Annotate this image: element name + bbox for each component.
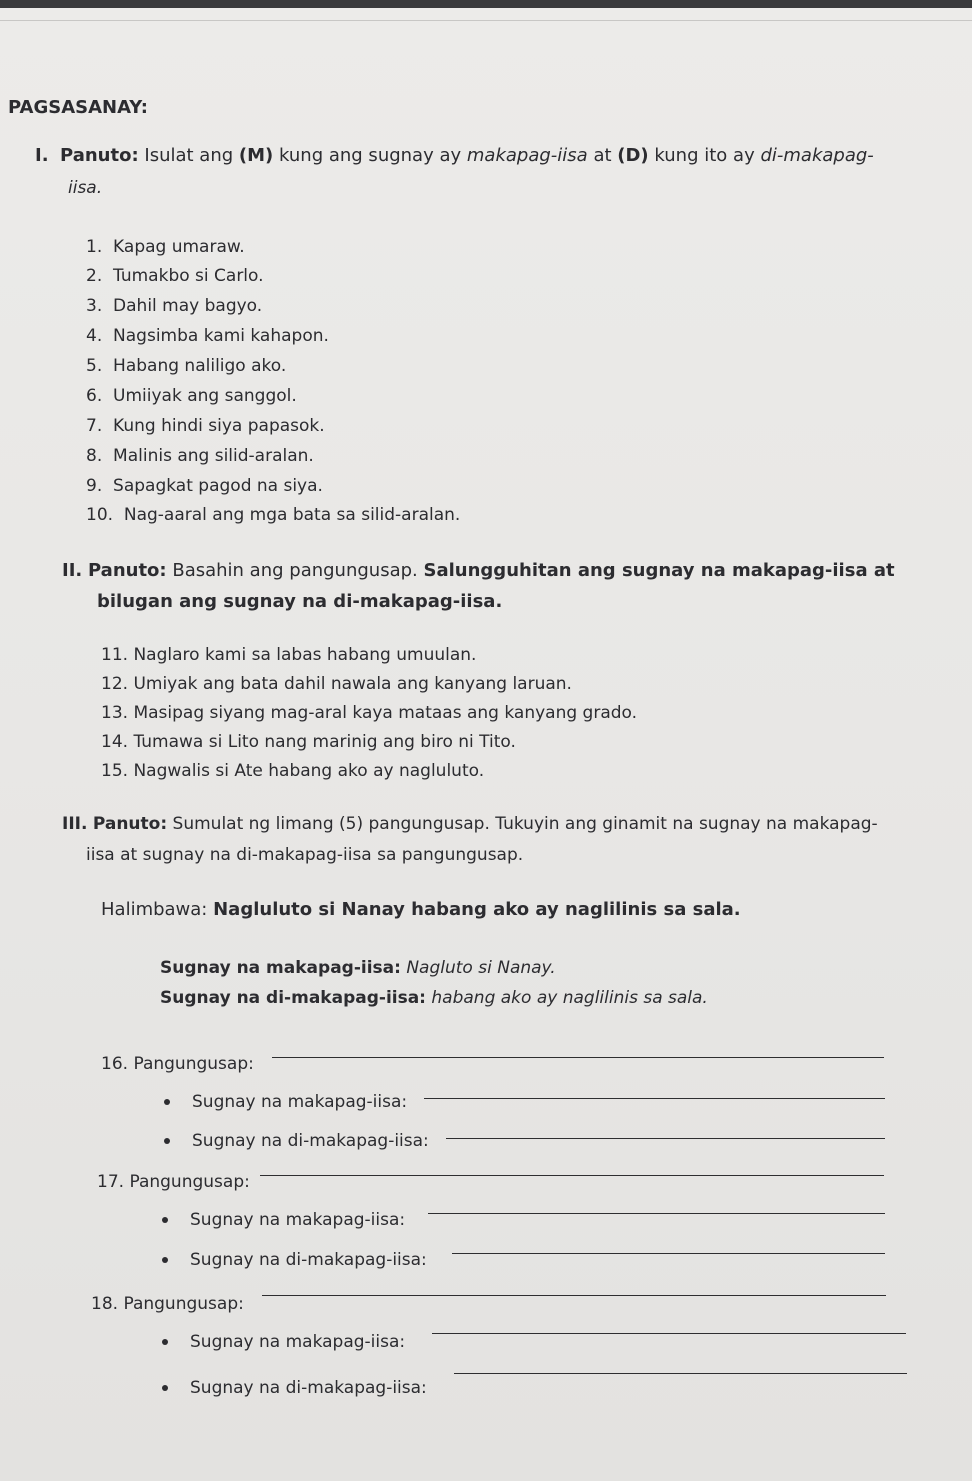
example-indep-line bbox=[160, 957, 556, 979]
indep-answer-label: Sugnay na makapag-iisa: bbox=[190, 1332, 406, 1352]
indep-answer-line[interactable] bbox=[432, 1333, 906, 1334]
list-item: 6. Umiiyak ang sanggol. bbox=[86, 386, 297, 406]
list-item: 9. Sapagkat pagod na siya. bbox=[86, 476, 323, 496]
bullet-icon bbox=[164, 1099, 170, 1105]
part2-bold-b: bilugan ang sugnay na di-makapag-iisa. bbox=[97, 591, 503, 612]
indep-answer-label: Sugnay na makapag-iisa: bbox=[190, 1210, 406, 1230]
dep-answer-label: Sugnay na di-makapag-iisa: bbox=[190, 1378, 427, 1398]
page-top-line bbox=[0, 20, 972, 21]
list-item: 14. Tumawa si Lito nang marinig ang biro ni Tito. bbox=[101, 732, 516, 752]
dep-answer-line[interactable] bbox=[452, 1253, 885, 1254]
part2-instructions bbox=[62, 560, 895, 582]
dep-answer-line[interactable] bbox=[454, 1373, 907, 1374]
part1-text-d: kung ito ay bbox=[654, 145, 755, 166]
example-indep-value: Nagluto si Nanay. bbox=[406, 958, 556, 978]
list-item: 10. Nag-aaral ang mga bata sa silid-aralan. bbox=[86, 505, 461, 525]
list-item: 8. Malinis ang silid-aralan. bbox=[86, 446, 314, 466]
part1-term2: di-makapag- bbox=[760, 145, 874, 166]
part1-text-a: Isulat ang bbox=[144, 145, 234, 166]
part2-label: Panuto: bbox=[87, 560, 167, 581]
list-item: 15. Nagwalis si Ate habang ako ay nagluluto. bbox=[101, 761, 485, 781]
example-dep-value: habang ako ay naglilinis sa sala. bbox=[431, 988, 708, 1008]
pangungusap-label: 16. Pangungusap: bbox=[101, 1054, 254, 1074]
part3-text-b: iisa at sugnay na di-makapag-iisa sa pangungusap. bbox=[86, 845, 524, 865]
bullet-icon bbox=[164, 1138, 170, 1144]
part1-text-b: kung ang sugnay ay bbox=[279, 145, 462, 166]
list-item: 13. Masipag siyang mag-aral kaya mataas ang kanyang grado. bbox=[101, 703, 638, 723]
part3-label: Panuto: bbox=[92, 814, 168, 834]
list-item: 3. Dahil may bagyo. bbox=[86, 296, 263, 316]
list-item: 2. Tumakbo si Carlo. bbox=[86, 266, 264, 286]
indep-answer-line[interactable] bbox=[428, 1213, 885, 1214]
part1-text-c: at bbox=[593, 145, 612, 166]
example-dep-line bbox=[160, 987, 708, 1009]
list-item: 4. Nagsimba kami kahapon. bbox=[86, 326, 329, 346]
bullet-icon bbox=[162, 1339, 168, 1345]
example-indep-label: Sugnay na makapag-iisa: bbox=[160, 958, 401, 978]
example-dep-label: Sugnay na di-makapag-iisa: bbox=[160, 988, 426, 1008]
dep-answer-label: Sugnay na di-makapag-iisa: bbox=[190, 1250, 427, 1270]
list-item: 12. Umiyak ang bata dahil nawala ang kanyang laruan. bbox=[101, 674, 572, 694]
example-label: Halimbawa: bbox=[101, 899, 208, 920]
part1-term2-cont: iisa. bbox=[68, 178, 103, 198]
bullet-icon bbox=[162, 1385, 168, 1391]
part1-m: (M) bbox=[238, 145, 274, 166]
list-item: 1. Kapag umaraw. bbox=[86, 237, 245, 257]
part1-instructions bbox=[35, 145, 874, 167]
part1-label: Panuto: bbox=[60, 145, 139, 166]
pangungusap-answer-line[interactable] bbox=[260, 1175, 884, 1176]
part1-d: (D) bbox=[617, 145, 649, 166]
dep-answer-label: Sugnay na di-makapag-iisa: bbox=[192, 1131, 429, 1151]
list-item: 7. Kung hindi siya papasok. bbox=[86, 416, 325, 436]
dep-answer-line[interactable] bbox=[446, 1138, 885, 1139]
pangungusap-label: 17. Pangungusap: bbox=[97, 1172, 250, 1192]
part3-text-a: Sumulat ng limang (5) pangungusap. Tukuyin ang ginamit na sugnay na makapag- bbox=[172, 814, 878, 834]
pangungusap-answer-line[interactable] bbox=[262, 1295, 886, 1296]
part2-bold-a: Salungguhitan ang sugnay na makapag-iisa at bbox=[423, 560, 895, 581]
bullet-icon bbox=[162, 1257, 168, 1263]
worksheet-heading: PAGSASANAY: bbox=[8, 97, 148, 118]
example-line bbox=[101, 899, 741, 921]
part3-instructions bbox=[62, 813, 878, 835]
part2-text-a: Basahin ang pangungusap. bbox=[172, 560, 418, 581]
list-item: 11. Naglaro kami sa labas habang umuulan. bbox=[101, 645, 477, 665]
pangungusap-answer-line[interactable] bbox=[272, 1057, 884, 1058]
list-item: 5. Habang naliligo ako. bbox=[86, 356, 287, 376]
example-sentence: Nagluluto si Nanay habang ako ay naglilinis sa sala. bbox=[213, 899, 741, 920]
part2-numeral: II. bbox=[62, 560, 83, 581]
indep-answer-line[interactable] bbox=[424, 1098, 885, 1099]
part1-numeral: I. bbox=[35, 145, 49, 166]
indep-answer-label: Sugnay na makapag-iisa: bbox=[192, 1092, 408, 1112]
part1-term1: makapag-iisa bbox=[466, 145, 588, 166]
pangungusap-label: 18. Pangungusap: bbox=[91, 1294, 244, 1314]
page-top-edge bbox=[0, 0, 972, 8]
part3-numeral: III. bbox=[62, 814, 88, 834]
bullet-icon bbox=[162, 1217, 168, 1223]
